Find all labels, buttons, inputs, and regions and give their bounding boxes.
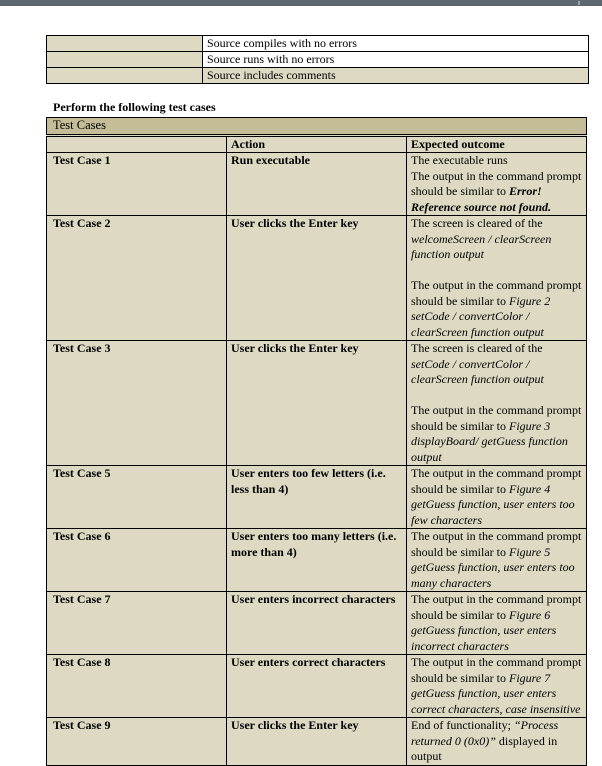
expected-text: The output in the command prompt should be similar to [411,278,582,308]
expected-reference: Figure 7 getGuess function, user enters correct characters, case insensitive [411,670,581,716]
expected-reference: setCode / convertColor / clearScreen function output [411,356,544,386]
checklist-value-cell: Source runs with no errors [203,52,589,68]
table-row [47,592,587,655]
expected-reference: Figure 2 setCode / convertColor / clearScreen function output [411,293,551,339]
table-row [47,341,587,466]
scroll-mark [578,1,580,5]
expected-text: displayed in output [411,733,558,763]
case-action: User enters too many letters (i.e. more than 4) [227,529,407,592]
checklist-label-cell [47,68,203,84]
case-name: Test Case 9 [47,718,227,766]
expected-text: The output in the command prompt should be similar to [411,592,582,622]
table-row [47,655,587,718]
expected-reference: Error! Reference source not found. [411,184,551,214]
case-expected [407,529,587,592]
case-name: Test Case 8 [47,655,227,718]
checklist-label-cell [47,36,203,52]
expected-reference: Figure 4 getGuess function, user enters too few characters [411,481,575,527]
case-name: Test Case 7 [47,592,227,655]
expected-reference: welcomeScreen / clearScreen function output [411,231,552,261]
case-expected [407,341,587,466]
case-name: Test Case 3 [47,341,227,466]
case-expected [407,153,587,216]
window-top-bar [0,0,602,6]
case-action: User enters too few letters (i.e. less than 4) [227,466,407,529]
table-row [47,36,589,52]
case-expected [407,718,587,766]
header-empty-cell [47,135,227,153]
table-header-row [47,135,587,153]
expected-text: End of functionality; [411,718,514,732]
expected-text: The output in the command prompt should be similar to [411,403,582,433]
expected-text: The output in the command prompt should be similar to [411,466,582,496]
expected-text: The screen is cleared of the [411,341,543,355]
expected-reference: Figure 5 getGuess function, user enters too many characters [411,544,575,590]
checklist-label-cell [47,52,203,68]
checklist-table [46,35,589,84]
table-row [47,529,587,592]
table-row [47,216,587,341]
expected-text: The output in the command prompt should be similar to [411,168,582,198]
expected-line: The executable runs [411,153,508,167]
case-name: Test Case 5 [47,466,227,529]
table-banner-row [47,118,587,136]
case-action: User clicks the Enter key [227,718,407,766]
case-action: User enters correct characters [227,655,407,718]
section-heading: Perform the following test cases [53,100,216,114]
case-expected [407,592,587,655]
header-expected: Expected outcome [407,135,587,153]
case-name: Test Case 2 [47,216,227,341]
expected-reference: “Process returned 0 (0x0)” [411,718,559,748]
expected-text: The output in the command prompt should be similar to [411,529,582,559]
header-action: Action [227,135,407,153]
case-expected [407,216,587,341]
test-cases-table [46,117,587,766]
expected-reference: Figure 3 displayBoard/ getGuess function output [411,418,568,464]
table-banner: Test Cases [47,118,587,136]
case-action: User clicks the Enter key [227,216,407,341]
case-name: Test Case 1 [47,153,227,216]
case-expected [407,655,587,718]
table-row [47,466,587,529]
table-row [47,52,589,68]
table-row [47,153,587,216]
expected-reference: Figure 6 getGuess function, user enters incorrect characters [411,607,557,653]
table-row [47,68,589,84]
case-action: User clicks the Enter key [227,341,407,466]
table-row [47,718,587,766]
case-action: User enters incorrect characters [227,592,407,655]
case-action: Run executable [227,153,407,216]
checklist-value-cell: Source includes comments [203,68,589,84]
expected-text: The output in the command prompt should be similar to [411,655,582,685]
expected-text: The screen is cleared of the [411,216,543,230]
case-expected [407,466,587,529]
checklist-value-cell: Source compiles with no errors [203,36,589,52]
case-name: Test Case 6 [47,529,227,592]
